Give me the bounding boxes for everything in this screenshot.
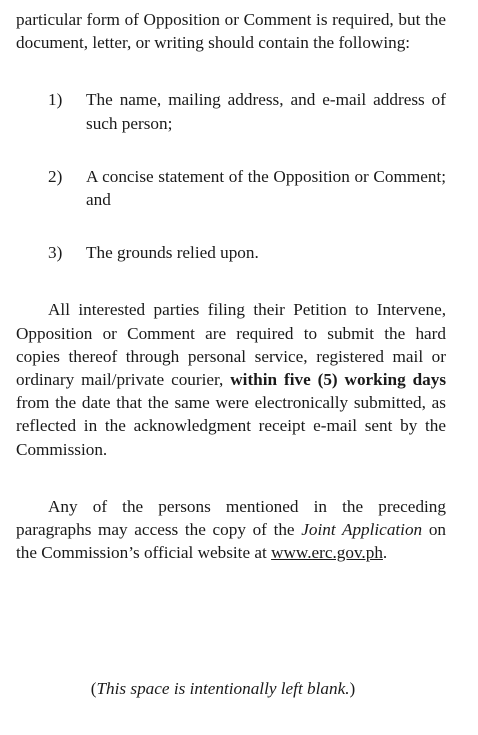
deadline-emphasis: within five (5) working days — [230, 370, 447, 390]
access-text-before: Any of the persons mentioned in the preceding paragraphs may access the copy of the — [16, 496, 446, 540]
note-text: This space is intentionally left blank. — [96, 679, 350, 698]
document-page — [16, 8, 446, 564]
submission-text-before: All interested parties filing their Petition to Intervene, Opposition or Comment are required to submit the hard copies thereof through personal service, registered mail or ordinary mail/private courier, — [16, 300, 446, 390]
submission-paragraph — [16, 298, 446, 460]
intro-paragraph: particular form of Opposition or Comment is required, but the document, letter, or writing should contain the following: — [16, 10, 446, 53]
list-item — [16, 165, 446, 211]
list-item-text: The name, mailing address, and e-mail address of such person; — [86, 90, 446, 133]
joint-application-title: Joint Application — [301, 520, 423, 540]
access-text-middle: on the Commission’s official website at — [16, 520, 447, 563]
list-item-number: 1) — [48, 90, 63, 110]
blank-space-note — [0, 677, 462, 700]
list-item — [16, 241, 446, 264]
list-item-text: The grounds relied upon. — [86, 243, 259, 263]
list-item-text: A concise statement of the Opposition or Comment; and — [86, 166, 446, 210]
note-close-paren: ) — [349, 679, 356, 698]
note-open-paren: ( — [90, 679, 97, 698]
list-item-number: 3) — [48, 243, 63, 263]
list-item — [16, 88, 446, 134]
requirements-list — [16, 88, 446, 264]
website-link[interactable]: www.erc.gov.ph — [271, 543, 383, 563]
access-text-after: . — [382, 543, 388, 563]
list-item-number: 2) — [48, 166, 63, 186]
submission-text-after: from the date that the same were electronically submitted, as reflected in the acknowledgment receipt e-mail sent by the Commission. — [16, 393, 446, 459]
access-paragraph — [16, 495, 446, 565]
